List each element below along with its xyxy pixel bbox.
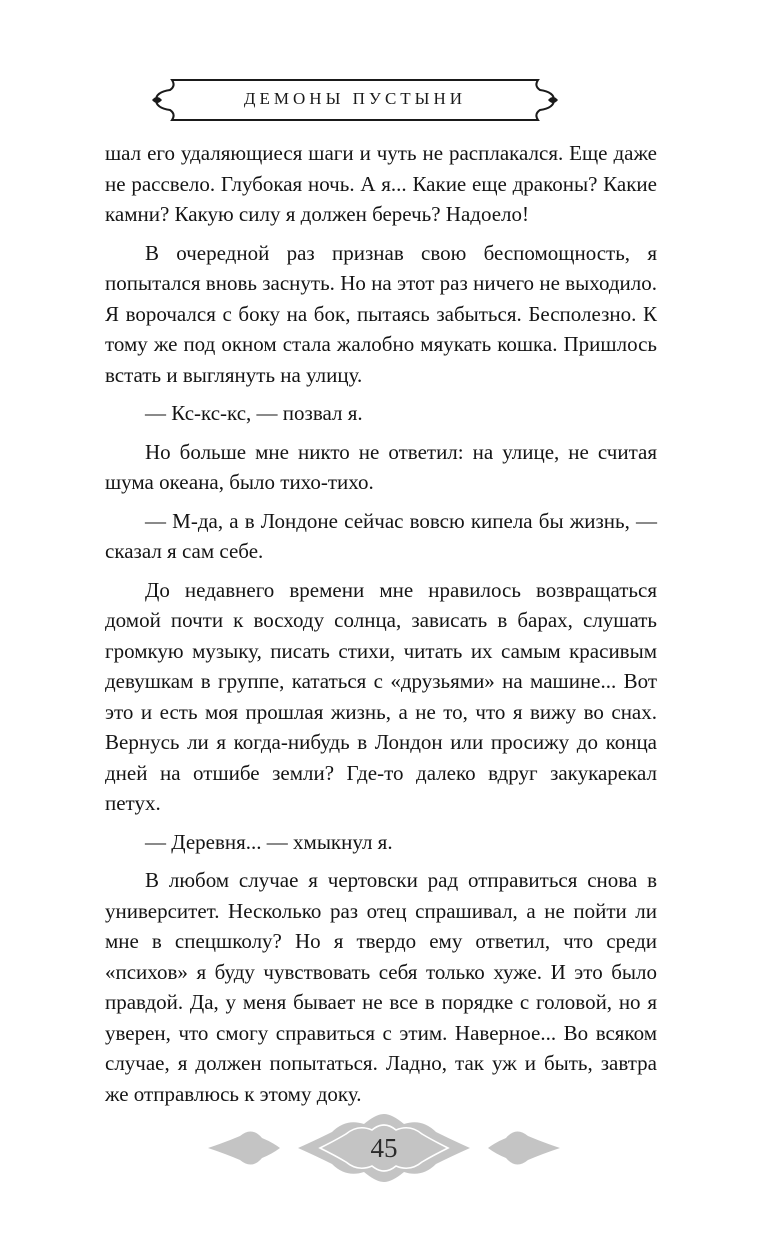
paragraph: До недавнего времени мне нравилось возвращаться домой почти к восходу солнца, зависать в барах, слушать громкую музыку, писать стихи, читать их самым красивым девушкам в группе, кататься с «друзьями» на машине... Вот это и есть моя прошлая жизнь, а не то, что я вижу во снах. Вернусь ли я когда-нибудь в Лондон или просижу до конца дней на отшибе земли? Где-то далеко вдруг закукарекал петух. — [105, 577, 657, 815]
page-number: 45 — [370, 1133, 398, 1163]
paragraph: Но больше мне никто не ответил: на улице, не считая шума океана, было тихо-тихо. — [105, 439, 657, 494]
book-title: ДЕМОНЫ ПУСТЫНИ — [243, 89, 467, 108]
running-header — [150, 72, 560, 128]
paragraph: — Кс-кс-кс, — позвал я. — [145, 401, 363, 425]
paragraph: шал его удаляющиеся шаги и чуть не расплакался. Еще даже не рассвело. Глубокая ночь. А я... Какие еще драконы? Какие камни? Какую силу я должен беречь? Надоело! — [105, 141, 657, 226]
paragraph: В любом случае я чертовски рад отправиться снова в университет. Несколько раз отец спрашивал, а не пойти ли мне в спецшколу? Но я твердо ему ответил, что среди «психов» я буду чувствовать себя только хуже. И это было правдой. Да, у меня бывает не все в порядке с головой, но я уверен, что смогу справиться с этим. Наверное... Во всяком случае, я должен попытаться. Ладно, так уж и быть, завтра же отправлюсь к этому доку. — [105, 868, 657, 1106]
page-text — [105, 138, 657, 1117]
paragraph: — Деревня... — хмыкнул я. — [145, 829, 393, 854]
page-footer — [200, 1112, 568, 1184]
paragraph: — М-да, а в Лондоне сейчас вовсю кипела бы жизнь, — сказал я сам себе. — [105, 508, 657, 563]
paragraph: В очередной раз признав свою беспомощность, я попытался вновь заснуть. Но на этот раз ничего не выходило. Я ворочался с боку на бок, пытаясь забыться. Бесполезно. К тому же под окном стала жалобно мяукать кошка. Пришлось встать и выглянуть на улицу. — [105, 240, 657, 387]
crescent-moon-icon — [664, 596, 712, 644]
